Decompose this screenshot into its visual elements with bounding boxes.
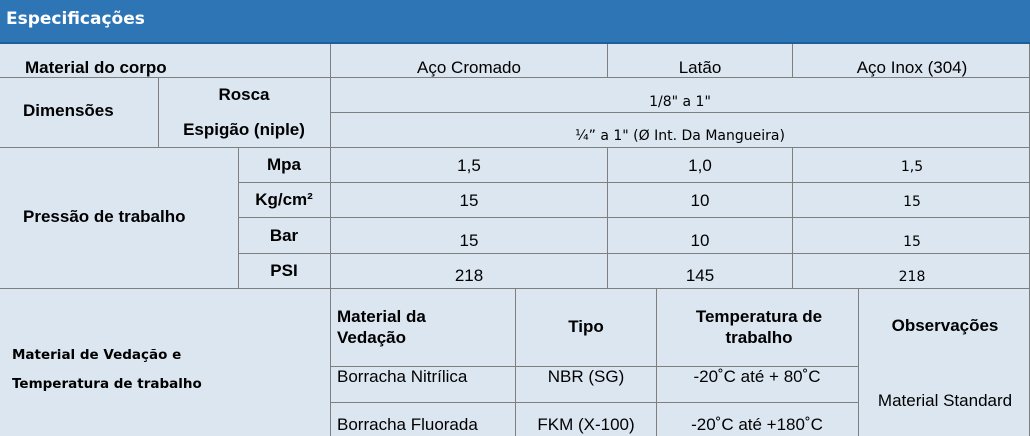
nipple-value: ¼” a 1" (Ø Int. Da Mangueira) bbox=[575, 128, 785, 144]
pressure-value: 10 bbox=[690, 231, 710, 250]
divider bbox=[330, 44, 331, 436]
divider bbox=[792, 147, 793, 288]
seal-material-cell: Borracha Fluorada bbox=[337, 415, 478, 434]
nipple-label: Espigão (niple) bbox=[183, 120, 305, 139]
divider bbox=[238, 253, 1030, 254]
pressure-value: 218 bbox=[898, 269, 926, 285]
divider bbox=[238, 147, 239, 288]
pressure-unit-kgcm2: Kg/cm² bbox=[255, 190, 313, 209]
pressure-value: 15 bbox=[459, 191, 479, 210]
divider bbox=[330, 112, 1030, 113]
sealing-label-line2: Temperatura de trabalho bbox=[12, 376, 202, 392]
seal-temp-header-line1: Temperatura de bbox=[695, 307, 823, 326]
divider bbox=[0, 147, 1030, 148]
divider bbox=[607, 147, 608, 288]
header-title: Especificações bbox=[6, 9, 145, 29]
pressure-label: Pressão de trabalho bbox=[23, 207, 186, 226]
divider bbox=[792, 44, 793, 78]
seal-material-cell: Borracha Nitrílica bbox=[337, 367, 468, 386]
pressure-unit-bar: Bar bbox=[269, 226, 299, 245]
pressure-value: 1,5 bbox=[457, 156, 481, 175]
divider bbox=[330, 402, 858, 403]
pressure-value: 145 bbox=[685, 266, 715, 285]
seal-type-header: Tipo bbox=[568, 317, 604, 336]
divider bbox=[515, 288, 516, 436]
pressure-value: 15 bbox=[903, 234, 921, 250]
thread-label: Rosca bbox=[218, 85, 270, 104]
seal-material-header-line1: Material da bbox=[337, 307, 426, 326]
column-header-brass: Latão bbox=[678, 58, 722, 77]
seal-temp-header-line2: trabalho bbox=[725, 328, 793, 347]
seal-type-cell: NBR (SG) bbox=[547, 367, 625, 386]
thread-value: 1/8" a 1" bbox=[649, 94, 711, 110]
seal-type-cell: FKM (X-100) bbox=[537, 415, 635, 434]
pressure-value: 1,5 bbox=[900, 159, 924, 175]
column-header-stainless-steel: Aço Inox (304) bbox=[856, 58, 968, 77]
divider bbox=[158, 77, 159, 148]
seal-material-header-line2: Vedação bbox=[337, 328, 406, 347]
sealing-label-line1: Material de Vedação e bbox=[12, 347, 182, 363]
pressure-value: 15 bbox=[459, 231, 479, 250]
divider bbox=[656, 288, 657, 436]
pressure-value: 1,0 bbox=[688, 156, 712, 175]
divider bbox=[858, 288, 859, 436]
seal-temperature-cell: -20˚C até + 80˚C bbox=[693, 367, 821, 386]
divider bbox=[238, 182, 1030, 183]
pressure-value: 15 bbox=[903, 194, 921, 210]
column-header-chromed-steel: Aço Cromado bbox=[417, 58, 521, 77]
divider bbox=[238, 217, 1030, 218]
body-material-label: Material do corpo bbox=[25, 58, 167, 77]
dimensions-label: Dimensões bbox=[23, 101, 114, 120]
pressure-unit-mpa: Mpa bbox=[267, 155, 301, 174]
header-bar bbox=[0, 0, 1030, 44]
seal-temperature-cell: -20˚C até +180˚C bbox=[691, 415, 823, 434]
pressure-value: 218 bbox=[454, 266, 484, 285]
pressure-value: 10 bbox=[690, 191, 710, 210]
pressure-unit-psi: PSI bbox=[270, 261, 298, 280]
seal-notes-value: Material Standard bbox=[877, 391, 1013, 410]
seal-notes-header: Observações bbox=[891, 316, 999, 335]
divider bbox=[607, 44, 608, 78]
